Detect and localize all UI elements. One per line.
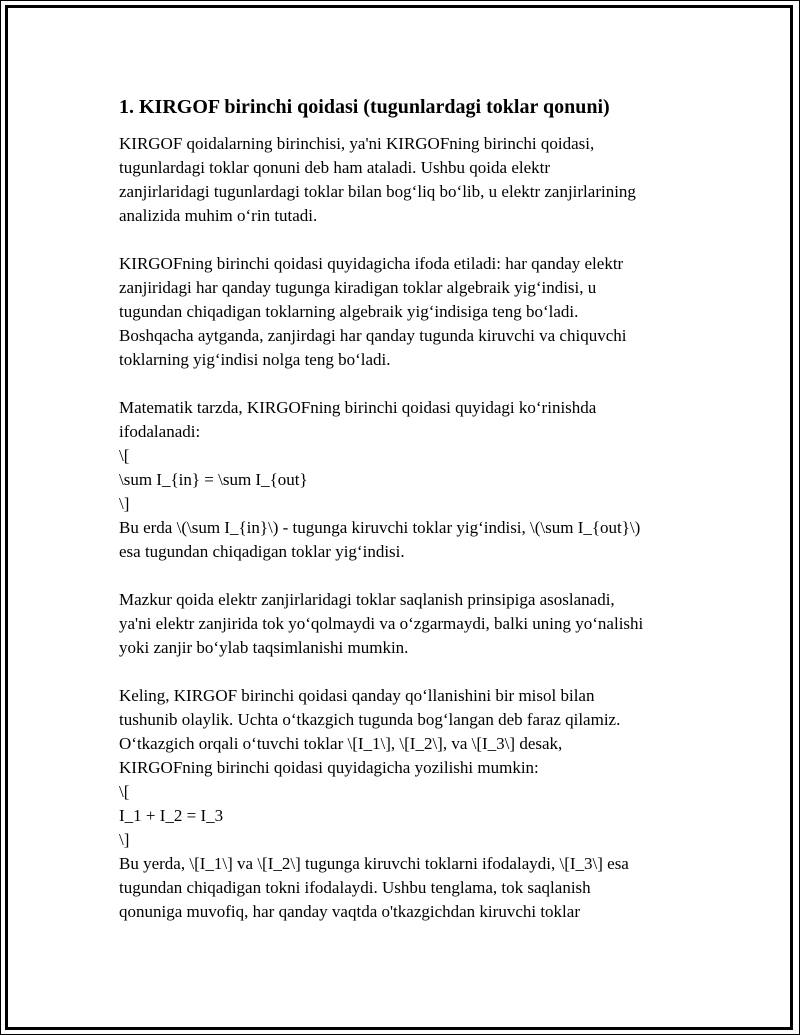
paragraph-line: KIRGOFning birinchi qoidasi quyidagicha yozilishi mumkin: xyxy=(119,758,539,777)
paragraph-line: \] xyxy=(119,830,130,849)
section-heading: 1. KIRGOF birinchi qoidasi (tugunlardagi toklar qonuni) xyxy=(119,96,610,118)
paragraph-line: tugundan chiqadigan tokni ifodalaydi. Ushbu tenglama, tok saqlanish xyxy=(119,878,591,897)
paragraph-line: O‘tkazgich orqali o‘tuvchi toklar \[I_1\], \[I_2\], va \[I_3\] desak, xyxy=(119,734,563,753)
paragraph-line: \sum I_{in} = \sum I_{out} xyxy=(119,470,308,489)
paragraph-line: tushunib olaylik. Uchta o‘tkazgich tugunda bog‘langan deb faraz qilamiz. xyxy=(119,710,621,729)
paragraph-line: ifodalanadi: xyxy=(119,422,201,441)
paragraph xyxy=(119,396,699,564)
paragraph-line: zanjirlaridagi tugunlardagi toklar bilan bog‘liq bo‘lib, u elektr zanjirlarining xyxy=(119,182,636,201)
paragraph-line: I_1 + I_2 = I_3 xyxy=(119,806,224,825)
paragraph-line: ya'ni elektr zanjirida tok yo‘qolmaydi va o‘zgarmaydi, balki uning yo‘nalishi xyxy=(119,614,644,633)
paragraph-line: tugundan chiqadigan toklarning algebraik yig‘indisiga teng bo‘ladi. xyxy=(119,302,579,321)
paragraph xyxy=(119,684,699,924)
paragraph-line: tugunlardagi toklar qonuni deb ham ataladi. Ushbu qoida elektr xyxy=(119,158,551,177)
paragraph-line: Keling, KIRGOF birinchi qoidasi qanday qo‘llanishini bir misol bilan xyxy=(119,686,595,705)
paragraph-line: esa tugundan chiqadigan toklar yig‘indisi. xyxy=(119,542,405,561)
paragraph xyxy=(119,132,699,228)
paragraph xyxy=(119,588,699,660)
paragraph-line: \[ xyxy=(119,782,130,801)
paragraph xyxy=(119,252,699,372)
paragraph-line: toklarning yig‘indisi nolga teng bo‘ladi. xyxy=(119,350,391,369)
paragraph-line: Matematik tarzda, KIRGOFning birinchi qoidasi quyidagi ko‘rinishda xyxy=(119,398,597,417)
paragraph-line: Bu yerda, \[I_1\] va \[I_2\] tugunga kiruvchi toklarni ifodalaydi, \[I_3\] esa xyxy=(119,854,629,873)
paragraph-line: \] xyxy=(119,494,130,513)
paragraph-line: zanjiridagi har qanday tugunga kiradigan toklar algebraik yig‘indisi, u xyxy=(119,278,597,297)
paragraph-line: analizida muhim o‘rin tutadi. xyxy=(119,206,318,225)
paragraph-line: Boshqacha aytganda, zanjirdagi har qanday tugunda kiruvchi va chiquvchi xyxy=(119,326,627,345)
paragraph-line: KIRGOFning birinchi qoidasi quyidagicha ifoda etiladi: har qanday elektr xyxy=(119,254,624,273)
paragraphs-container xyxy=(119,132,699,924)
paragraph-line: qonuniga muvofiq, har qanday vaqtda o'tkazgichdan kiruvchi toklar xyxy=(119,902,580,921)
paragraph-line: yoki zanjir bo‘ylab taqsimlanishi mumkin. xyxy=(119,638,409,657)
paragraph-line: Mazkur qoida elektr zanjirlaridagi toklar saqlanish prinsipiga asoslanadi, xyxy=(119,590,615,609)
paragraph-line: KIRGOF qoidalarning birinchisi, ya'ni KIRGOFning birinchi qoidasi, xyxy=(119,134,595,153)
paragraph-line: Bu erda \(\sum I_{in}\) - tugunga kiruvchi toklar yig‘indisi, \(\sum I_{out}\) xyxy=(119,518,641,537)
paragraph-line: \[ xyxy=(119,446,130,465)
document-body xyxy=(119,94,699,948)
